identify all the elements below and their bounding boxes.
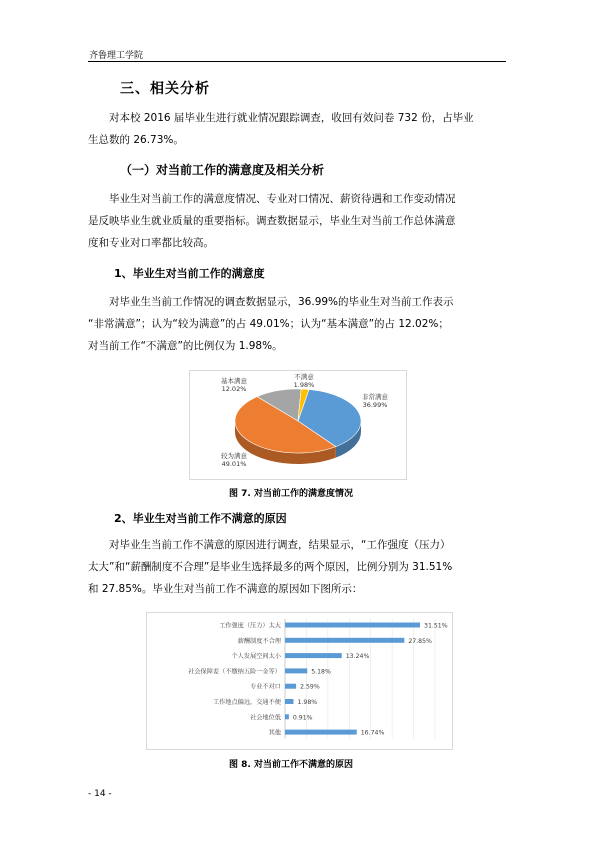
subsection-title: （一）对当前工作的满意度及相关分析 <box>120 163 325 177</box>
bar-category-label: 薪酬制度不合理 <box>237 637 281 645</box>
bar-value-label: 0.91% <box>292 714 313 722</box>
text-line: 毕业生对当前工作的满意度情况、专业对口情况、薪资待遇和工作变动情况 <box>109 193 456 205</box>
bar-value-label: 13.24% <box>345 653 370 661</box>
section-title: 三、相关分析 <box>120 81 210 97</box>
bar <box>285 653 342 658</box>
bar <box>285 699 293 704</box>
bar <box>285 668 307 673</box>
bar <box>285 714 289 719</box>
pie-value-label: 36.99% <box>362 401 388 409</box>
pie-value-label: 49.01% <box>221 460 247 468</box>
text-line: 和 27.85%。毕业生对当前工作不满意的原因如下图所示： <box>88 583 363 595</box>
text-line: 对本校 2016 届毕业生进行就业情况跟踪调查，收回有效问卷 732 份，占毕业 <box>109 112 474 124</box>
bar-category-label: 其他 <box>268 729 281 737</box>
point1-title: 1、毕业生对当前工作的满意度 <box>114 267 265 280</box>
figure8-chart-frame <box>146 612 453 750</box>
bar-value-label: 27.85% <box>408 637 432 645</box>
text-line: 太大”和“薪酬制度不合理”是毕业生选择最多的两个原因，比例分别为 31.51% <box>88 561 453 573</box>
point2-title: 2、毕业生对当前工作不满意的原因 <box>114 512 287 525</box>
intro-paragraph <box>88 107 508 151</box>
pie-label: 较为满意 <box>221 452 247 460</box>
bar <box>285 684 296 689</box>
bar-category-label: 社会保障差（不缴纳五险一金等） <box>188 668 281 676</box>
pie-label: 基本满意 <box>221 377 247 385</box>
page-number: - 14 - <box>88 789 112 799</box>
bar-value-label: 1.98% <box>297 699 318 706</box>
pie-label: 非常满意 <box>362 393 388 401</box>
text-line: 对毕业生当前工作不满意的原因进行调查，结果显示，“工作强度（压力） <box>109 539 451 551</box>
subsection-paragraph <box>88 188 508 254</box>
text-line: 是反映毕业生就业质量的重要指标。调查数据显示，毕业生对当前工作总体满意 <box>88 215 456 227</box>
bar-category-label: 专业不对口 <box>250 683 281 691</box>
bar-value-label: 5.18% <box>311 668 331 676</box>
figure7-chart-frame <box>189 370 407 480</box>
bar-value-label: 16.74% <box>360 729 385 737</box>
bar <box>285 638 404 643</box>
pie-label: 不满意 <box>294 373 314 381</box>
page-header-school: 齐鲁理工学院 <box>89 51 144 61</box>
bar-category-label: 工作地点偏远，交通不便 <box>212 699 281 706</box>
bar-category-label: 个人发展空间太小 <box>231 653 281 661</box>
text-line: “非常满意”；认为“较为满意”的占 49.01%；认为“基本满意”的占 12.02%； <box>88 318 449 330</box>
bar-value-label: 31.51% <box>424 622 448 630</box>
satisfaction-pie-chart <box>190 371 406 479</box>
figure7-caption: 图 7. 对当前工作的满意度情况 <box>229 489 353 499</box>
header-rule <box>88 61 506 62</box>
bar-category-label: 社会地位低 <box>250 714 281 722</box>
pie-value-label: 1.98% <box>293 381 315 389</box>
point2-paragraph <box>88 534 508 600</box>
text-line: 生总数的 26.73%。 <box>88 134 184 146</box>
bar <box>285 730 357 735</box>
text-line: 对当前工作“不满意”的比例仅为 1.98%。 <box>88 340 283 352</box>
pie-value-label: 12.02% <box>221 385 247 393</box>
bar-category-label: 工作强度（压力）太大 <box>219 622 281 630</box>
point1-paragraph <box>88 291 508 357</box>
bar <box>285 623 420 628</box>
dissatisfaction-bar-chart <box>147 613 452 749</box>
figure8-caption: 图 8. 对当前工作不满意的原因 <box>229 760 353 770</box>
text-line: 度和专业对口率都比较高。 <box>88 237 214 249</box>
bar-value-label: 2.59% <box>300 683 320 691</box>
text-line: 对毕业生当前工作情况的调查数据显示，36.99%的毕业生对当前工作表示 <box>109 296 454 308</box>
